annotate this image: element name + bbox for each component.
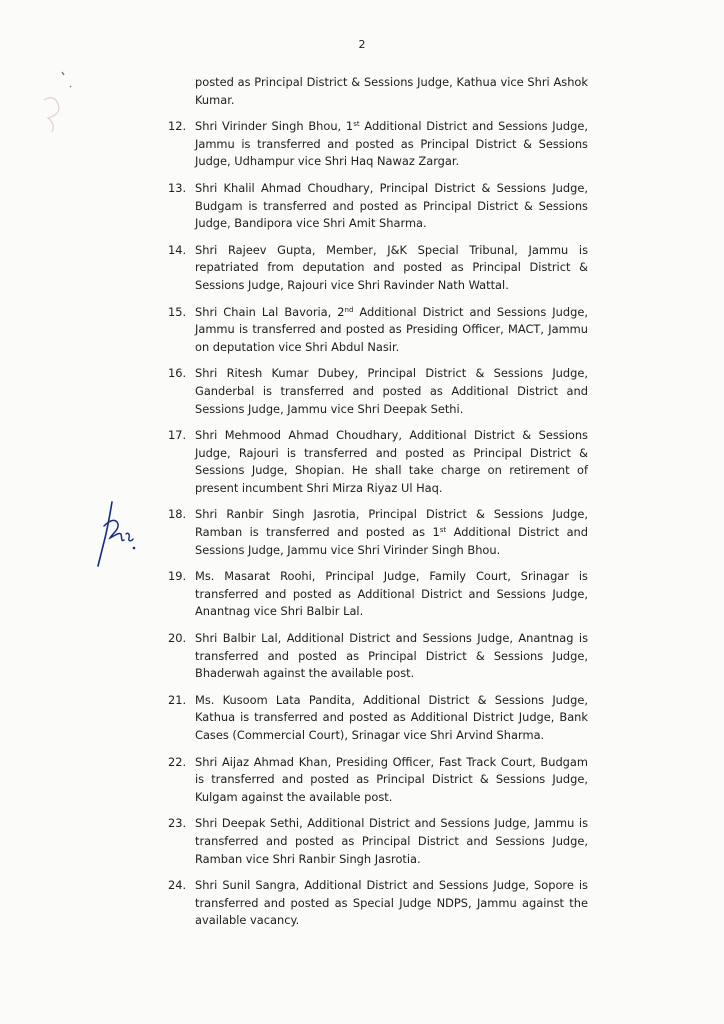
ordinal-suffix: nd — [344, 305, 354, 314]
item-text — [195, 630, 588, 683]
transfer-item — [168, 815, 588, 868]
item-text-main: Shri Deepak Sethi, Additional District and Sessions Judge, Jammu is transferred and posted as Principal District and Sessions Judge, Ramban vice Shri Ranbir Singh Jasrotia. — [195, 816, 588, 866]
transfer-item — [168, 118, 588, 171]
item-number: 21. — [168, 692, 187, 707]
item-number: 14. — [168, 242, 187, 257]
transfer-item — [168, 754, 588, 807]
transfer-item — [168, 242, 588, 295]
scan-margin-mark — [40, 60, 100, 150]
transfer-item — [168, 427, 588, 497]
transfer-list — [168, 118, 588, 930]
item-number: 17. — [168, 428, 187, 443]
item-text-rest: Additional District and Sessions Judge, Jammu is transferred and posted as Presiding Officer, MACT, Jammu on deputation vice Shri Abdul Nasir. — [195, 304, 588, 354]
item-text-main: Shri Ranbir Singh Jasrotia, Principal District & Sessions Judge, Ramban is transferred and posted as 1 — [195, 507, 588, 540]
transfer-order-body — [168, 74, 588, 930]
ordinal-suffix: st — [439, 526, 447, 535]
transfer-item — [168, 568, 588, 621]
transfer-item — [168, 692, 588, 745]
item-number: 18. — [168, 507, 187, 522]
item-text — [195, 427, 588, 497]
continued-paragraph: posted as Principal District & Sessions Judge, Kathua vice Shri Ashok Kumar. — [195, 75, 588, 107]
item-text — [195, 180, 588, 233]
item-text — [195, 692, 588, 745]
transfer-item — [168, 877, 588, 930]
handwritten-initials-signature — [88, 496, 148, 576]
item-number: 15. — [168, 304, 187, 319]
item-text — [195, 506, 588, 559]
transfer-item — [168, 630, 588, 683]
item-number: 24. — [168, 878, 187, 893]
item-text-main: Ms. Kusoom Lata Pandita, Additional District & Sessions Judge, Kathua is transferred and posted as Additional District Judge, Bank Cases (Commercial Court), Srinagar vice Shri Arvind Sharma. — [195, 692, 588, 742]
item-text-main: Shri Khalil Ahmad Choudhary, Principal District & Sessions Judge, Budgam is transferred and posted as Principal District & Sessions Judge, Bandipora vice Shri Amit Sharma. — [195, 180, 588, 231]
item-text-main: Shri Balbir Lal, Additional District and Sessions Judge, Anantnag is transferred and posted as Principal District & Sessions Judge, Bhaderwah against the available post. — [195, 631, 588, 681]
page-number: 2 — [358, 38, 366, 51]
item-text-main: Shri Ritesh Kumar Dubey, Principal District & Sessions Judge, Ganderbal is transferred and posted as Additional District and Sessions Judge, Jammu vice Shri Deepak Sethi. — [195, 366, 588, 416]
item-text-rest: Additional District and Sessions Judge, Jammu is transferred and posted as Principal District & Sessions Judge, Udhampur vice Shri Haq Nawaz Zargar. — [195, 119, 588, 169]
item-text — [195, 754, 588, 807]
item-number: 19. — [168, 569, 187, 584]
transfer-item — [168, 180, 588, 233]
item-text-main: Shri Virinder Singh Bhou, 1 — [195, 119, 354, 134]
item-text — [195, 118, 588, 171]
item-text — [195, 365, 588, 418]
transfer-item — [168, 304, 588, 357]
item-text — [195, 568, 588, 621]
item-number: 23. — [168, 816, 187, 831]
item-text-rest: Additional District and Sessions Judge, Jammu vice Shri Virinder Singh Bhou. — [195, 525, 588, 557]
transfer-item — [168, 365, 588, 418]
item-text-main: Shri Chain Lal Bavoria, 2 — [195, 304, 345, 319]
item-text-main: Shri Rajeev Gupta, Member, J&K Special Tribunal, Jammu is repatriated from deputation and posted as Principal District & Sessions Judge, Rajouri vice Shri Ravinder Nath Wattal. — [195, 242, 588, 292]
item-text-main: Shri Aijaz Ahmad Khan, Presiding Officer, Fast Track Court, Budgam is transferred and posted as Principal District & Sessions Judge, Kulgam against the available post. — [195, 754, 588, 804]
item-number: 22. — [168, 754, 187, 769]
item-text — [195, 304, 588, 357]
item-number: 12. — [168, 119, 187, 134]
transfer-item — [168, 506, 588, 559]
item-text-main: Shri Sunil Sangra, Additional District and Sessions Judge, Sopore is transferred and posted as Special Judge NDPS, Jammu against the available vacancy. — [195, 878, 588, 928]
ordinal-suffix: st — [353, 120, 360, 129]
item-number: 16. — [168, 366, 187, 381]
item-number: 20. — [168, 631, 187, 646]
item-text-main: Ms. Masarat Roohi, Principal Judge, Family Court, Srinagar is transferred and posted as Additional District and Sessions Judge, Anantnag vice Shri Balbir Lal. — [195, 569, 588, 619]
item-text — [195, 242, 588, 295]
item-number: 13. — [168, 180, 187, 195]
item-text-main: Shri Mehmood Ahmad Choudhary, Additional District & Sessions Judge, Rajouri is transferred and posted as Principal District & Sessions Judge, Shopian. He shall take charge on retirement of present incumbent Shri Mirza Riyaz Ul Haq. — [195, 428, 588, 495]
item-text — [195, 877, 588, 930]
item-text — [195, 815, 588, 868]
